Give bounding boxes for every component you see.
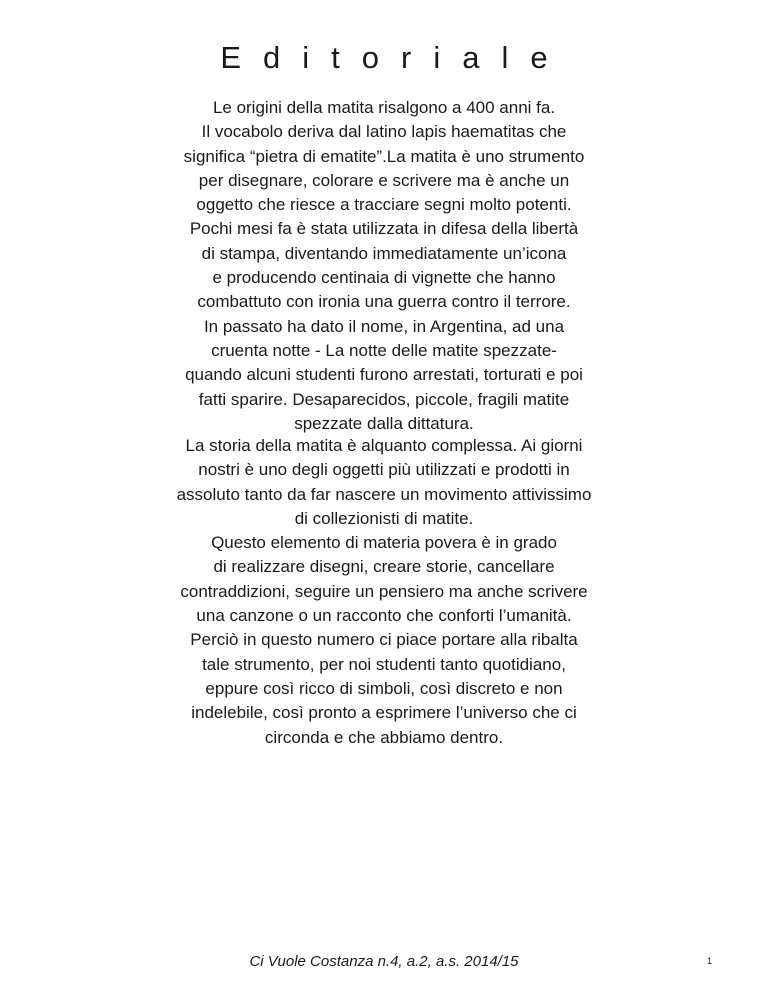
paragraph-line: Pochi mesi fa è stata utilizzata in difesa della libertà: [189, 219, 579, 239]
paragraph-line: oggetto che riesce a tracciare segni molto potenti.: [196, 195, 572, 215]
footer-citation: Ci Vuole Costanza n.4, a.2, a.s. 2014/15: [249, 953, 519, 970]
paragraph-line: Perciò in questo numero ci piace portare alla ribalta: [190, 630, 578, 650]
paragraph-line: circonda e che abbiamo dentro.: [264, 727, 504, 747]
paragraph-line: tale strumento, per noi studenti tanto quotidiano,: [202, 654, 566, 674]
paragraph-line: per disegnare, colorare e scrivere ma è anche un: [198, 170, 570, 190]
paragraph-line: e producendo centinaia di vignette che hanno: [212, 268, 556, 288]
paragraph-line: nostri è uno degli oggetti più utilizzati e prodotti in: [198, 460, 570, 480]
paragraph-line: di realizzare disegni, creare storie, cancellare: [213, 557, 555, 577]
paragraph-line: Il vocabolo deriva dal latino lapis haematitas che: [201, 122, 567, 142]
paragraph-2: [134, 434, 634, 750]
paragraph-line: Le origini della matita risalgono a 400 anni fa.: [212, 98, 556, 117]
paragraph-line: Questo elemento di materia povera è in grado: [211, 533, 557, 553]
page-number: 1: [706, 956, 712, 966]
paragraph-line: indelebile, così pronto a esprimere l’universo che ci: [191, 703, 577, 723]
paragraph-line: eppure così ricco di simboli, così discreto e non: [205, 678, 563, 698]
paragraph-line: significa “pietra di ematite”.La matita è uno strumento: [183, 146, 585, 166]
paragraph-line: fatti sparire. Desaparecidos, piccole, fragili matite: [198, 389, 570, 409]
paragraph-line: di stampa, diventando immediatamente un’icona: [201, 243, 567, 263]
paragraph-line: una canzone o un racconto che conforti l’umanità.: [196, 606, 572, 626]
paragraph-line: cruenta notte - La notte delle matite spezzate-: [211, 340, 557, 360]
paragraph-line: La storia della matita è alquanto complessa. Ai giorni: [185, 436, 583, 455]
paragraph-line: combattuto con ironia una guerra contro il terrore.: [197, 292, 571, 312]
paragraph-line: di collezionisti di matite.: [294, 508, 474, 528]
page-title: Editoriale: [220, 40, 570, 75]
paragraph-line: assoluto tanto da far nascere un movimento attivissimo: [176, 484, 592, 504]
paragraph-line: quando alcuni studenti furono arrestati, torturati e poi: [185, 365, 583, 385]
paragraph-1: [134, 96, 634, 436]
paragraph-line: In passato ha dato il nome, in Argentina, ad una: [203, 316, 565, 336]
paragraph-line: contraddizioni, seguire un pensiero ma anche scrivere: [180, 581, 588, 601]
paragraph-line: spezzate dalla dittatura.: [294, 413, 474, 433]
